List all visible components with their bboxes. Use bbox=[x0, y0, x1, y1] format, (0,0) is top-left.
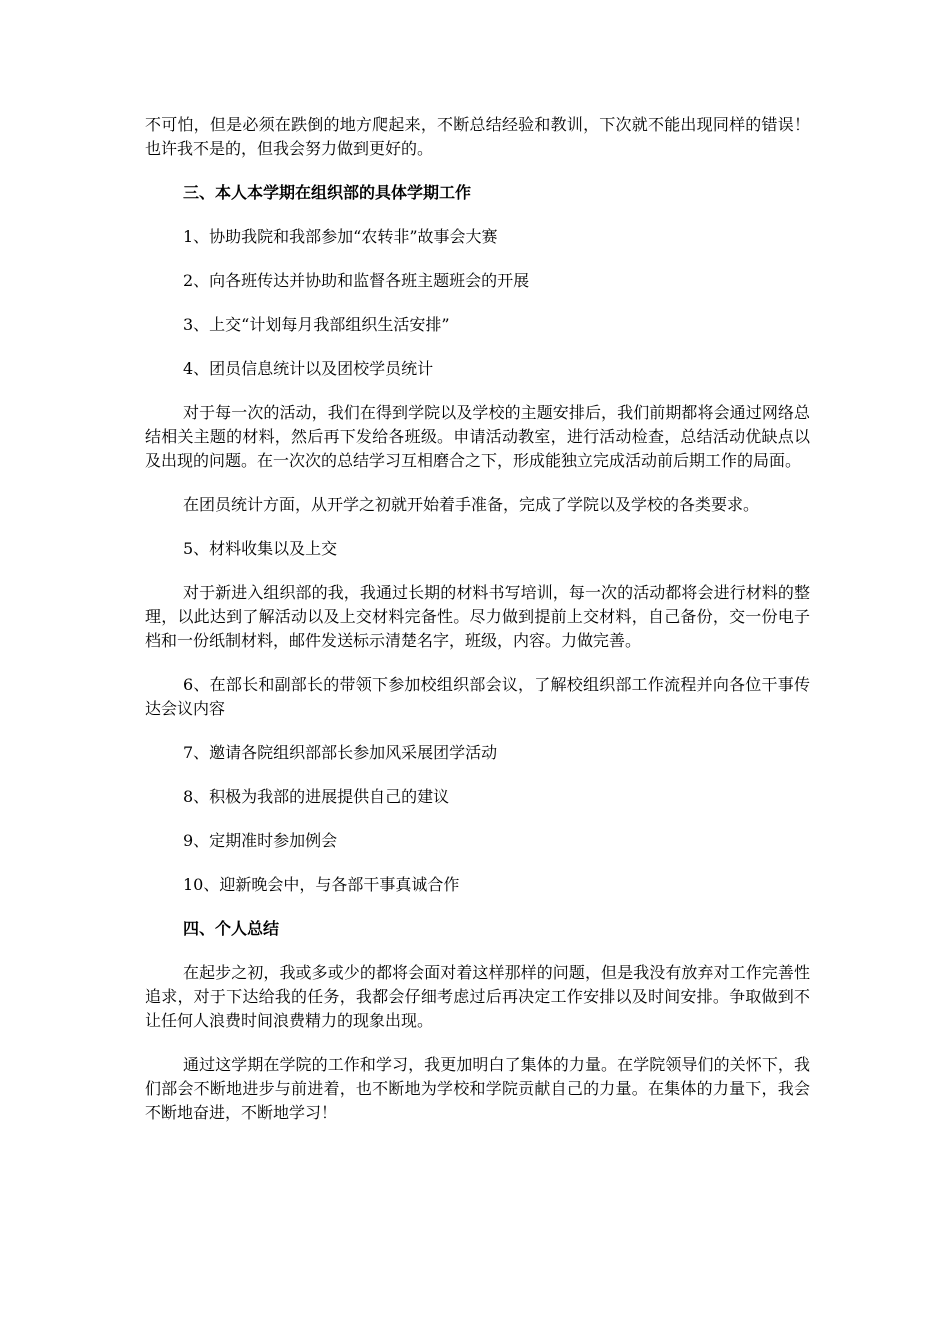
list-item-1: 1、协助我院和我部参加“农转非”故事会大赛 bbox=[183, 227, 498, 246]
paragraph-intro: 不可怕，但是必须在跌倒的地方爬起来，不断总结经验和教训，下次就不能出现同样的错误！也许我不是的，但我会努力做到更好的。 bbox=[145, 115, 810, 158]
list-item-9: 9、定期准时参加例会 bbox=[183, 831, 338, 850]
list-item-2: 2、向各班传达并协助和监督各班主题班会的开展 bbox=[183, 271, 530, 290]
list-item-8: 8、积极为我部的进展提供自己的建议 bbox=[183, 787, 450, 806]
paragraph-activities: 对于每一次的活动，我们在得到学院以及学校的主题安排后，我们前期都将会通过网络总结相关主题的材料，然后再下发给各班级。申请活动教室，进行活动检查，总结活动优缺点以及出现的问题。在一次次的总结学习互相磨合之下，形成能独立完成活动前后期工作的局面。 bbox=[145, 403, 810, 470]
document-body bbox=[145, 113, 810, 1125]
list-item-6: 6、在部长和副部长的带领下参加校组织部会议，了解校组织部工作流程并向各位干事传达会议内容 bbox=[145, 675, 810, 718]
list-item-7: 7、邀请各院组织部部长参加风采展团学活动 bbox=[183, 743, 498, 762]
paragraph-materials: 对于新进入组织部的我，我通过长期的材料书写培训，每一次的活动都将会进行材料的整理，以此达到了解活动以及上交材料完备性。尽力做到提前上交材料，自己备份，交一份电子档和一份纸制材料，邮件发送标示清楚名字，班级，内容。力做完善。 bbox=[145, 583, 810, 650]
paragraph-summary-start: 在起步之初，我或多或少的都将会面对着这样那样的问题，但是我没有放弃对工作完善性追求，对于下达给我的任务，我都会仔细考虑过后再决定工作安排以及时间安排。争取做到不让任何人浪费时间浪费精力的现象出现。 bbox=[145, 963, 810, 1030]
list-item-5: 5、材料收集以及上交 bbox=[183, 539, 338, 558]
paragraph-summary-collective: 通过这学期在学院的工作和学习，我更加明白了集体的力量。在学院领导们的关怀下，我们部会不断地进步与前进着，也不断地为学校和学院贡献自己的力量。在集体的力量下，我会不断地奋进，不断地学习！ bbox=[145, 1055, 810, 1122]
paragraph-member-stats: 在团员统计方面，从开学之初就开始着手准备，完成了学院以及学校的各类要求。 bbox=[183, 495, 760, 514]
list-item-3: 3、上交“计划每月我部组织生活安排” bbox=[183, 315, 450, 334]
section-heading-4: 四、个人总结 bbox=[183, 919, 280, 938]
list-item-4: 4、团员信息统计以及团校学员统计 bbox=[183, 359, 434, 378]
list-item-10: 10、迎新晚会中，与各部干事真诚合作 bbox=[183, 875, 460, 894]
section-heading-3: 三、本人本学期在组织部的具体学期工作 bbox=[183, 183, 472, 202]
